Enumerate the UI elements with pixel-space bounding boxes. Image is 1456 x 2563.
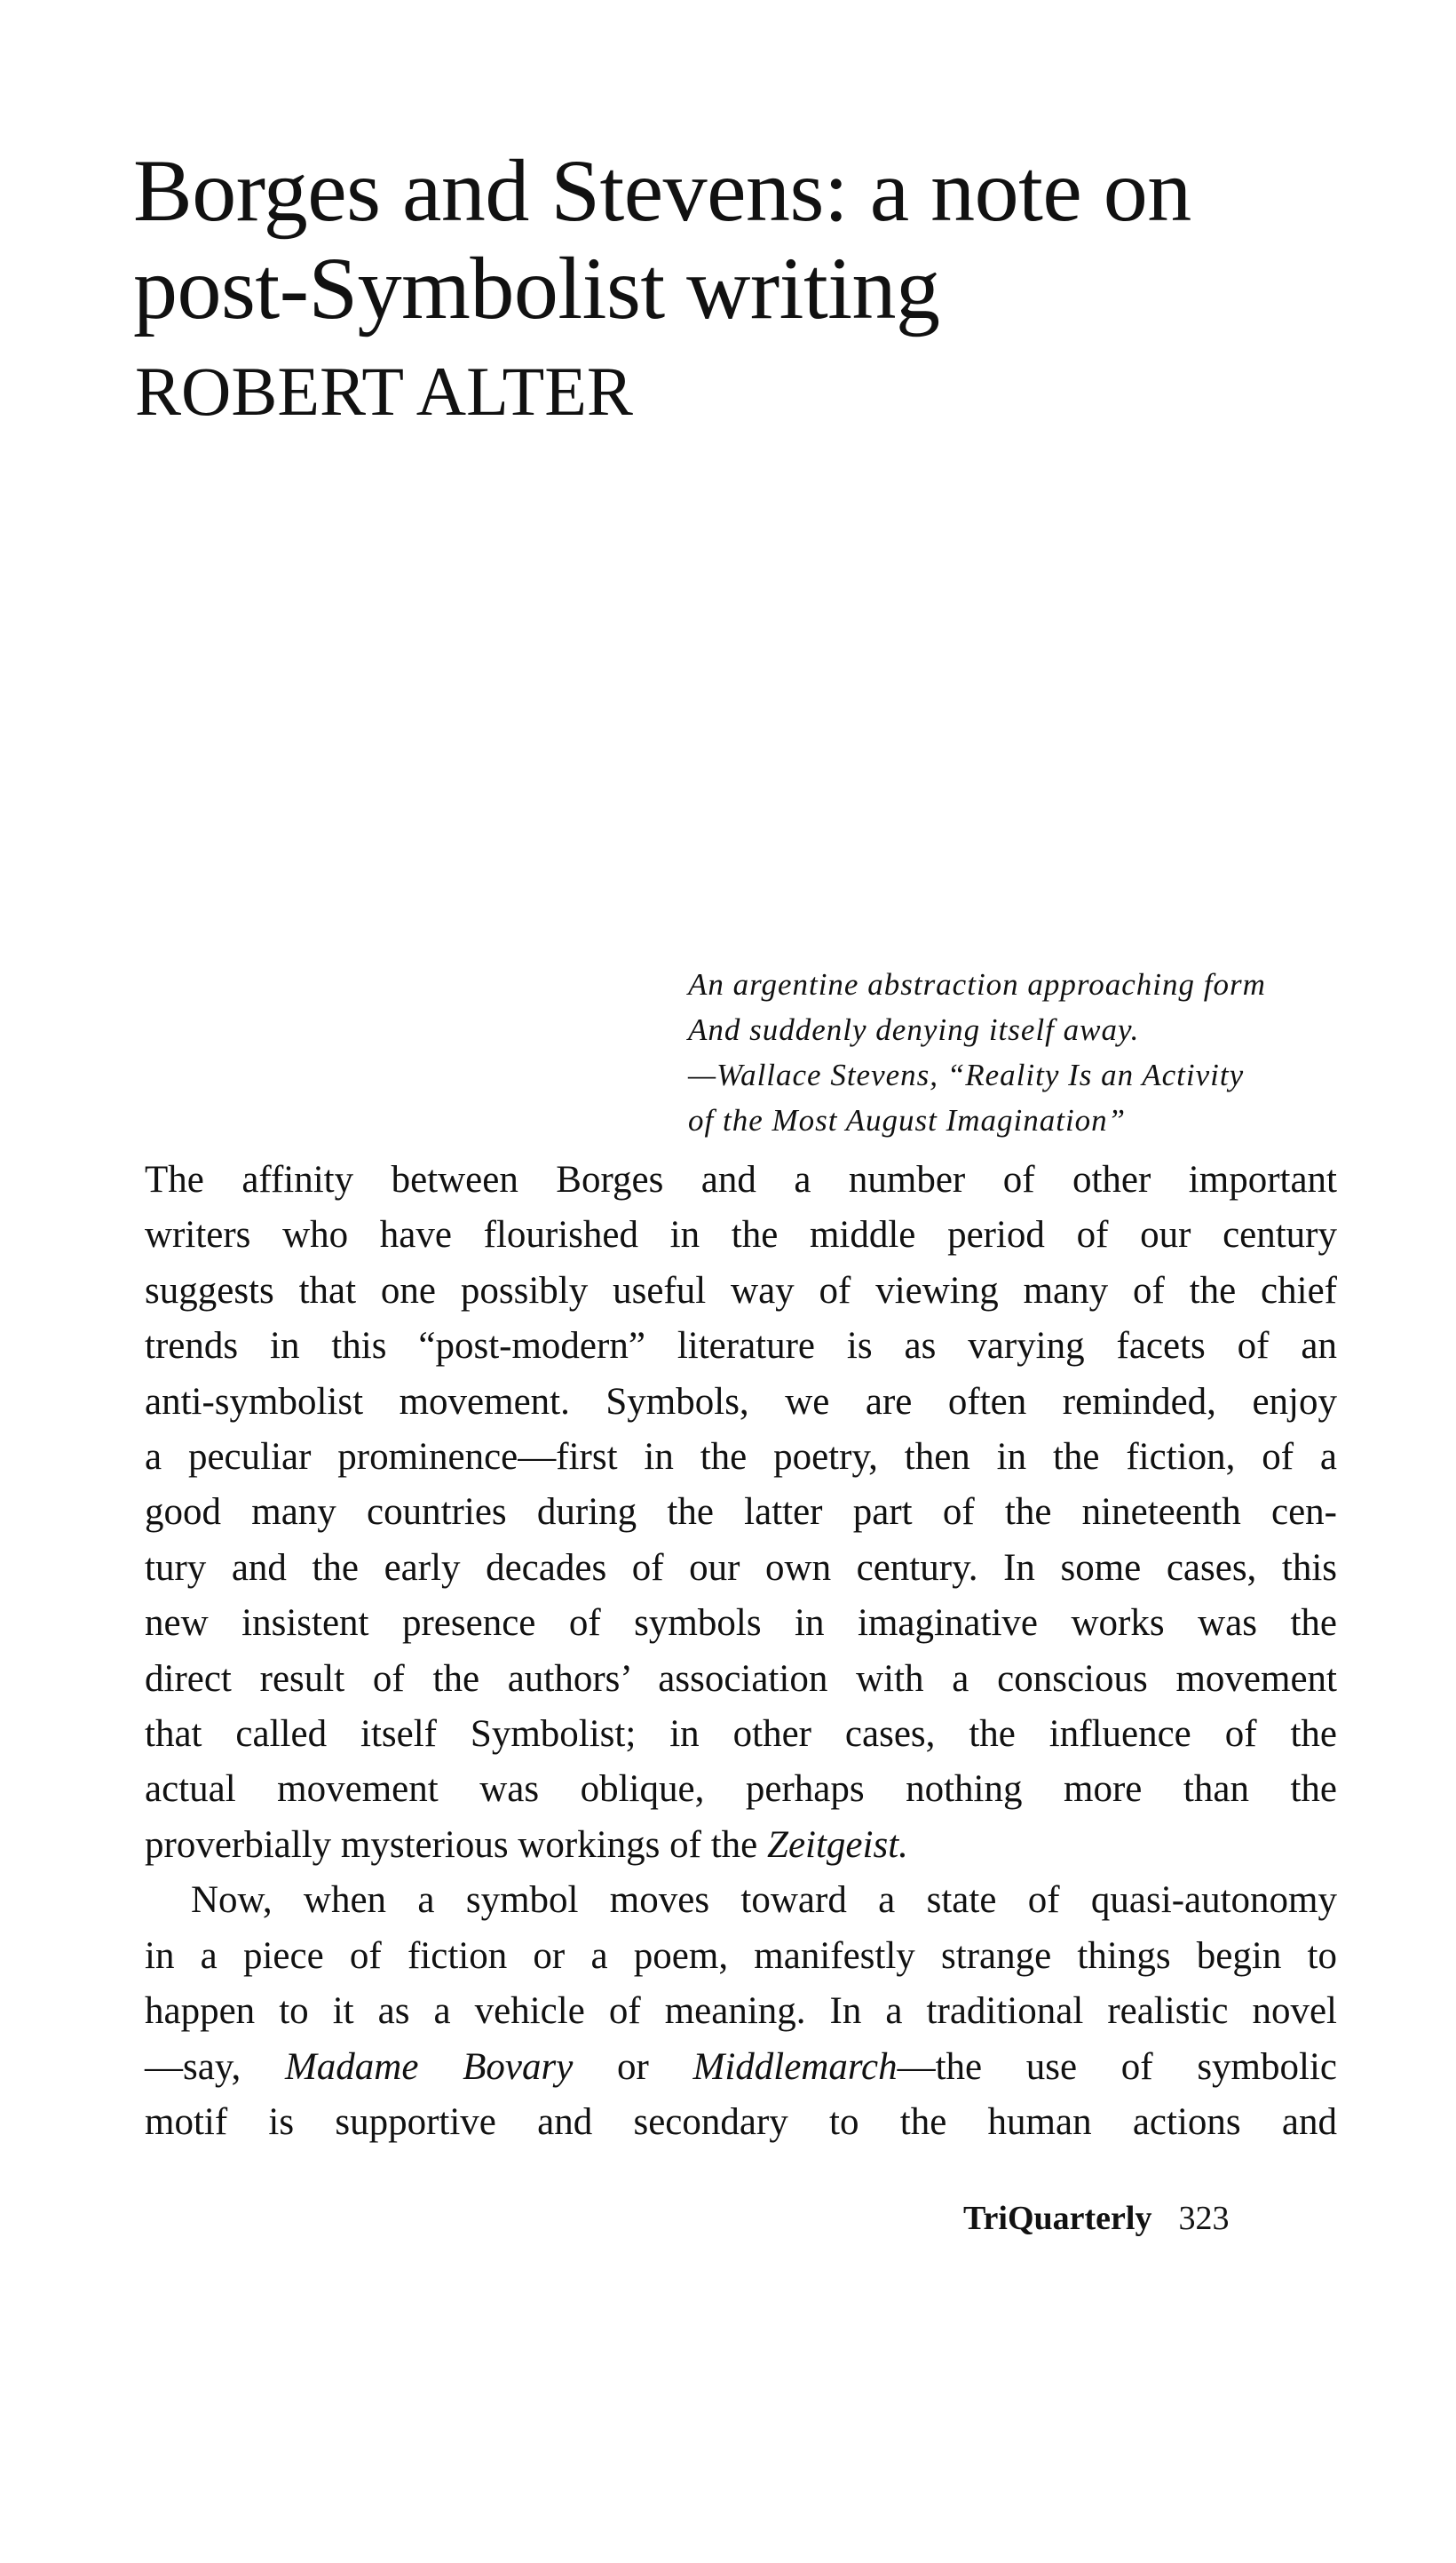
body-text-run: —say, [145,2045,285,2088]
article-title [133,142,1394,337]
body-line: a peculiar prominence—first in the poetry, then in the fiction, of a [145,1436,1337,1479]
body-line: in a piece of fiction or a poem, manifestly strange things begin to [145,1934,1337,1977]
epigraph-line-4: of the Most August Imagination” [688,1103,1127,1138]
emphasis-zeitgeist: Zeitgeist [767,1823,899,1866]
epigraph [688,962,1345,1143]
article-body [145,1153,1337,2150]
body-line: tury and the early decades of our own century. In some cases, this [145,1546,1337,1589]
body-line: writers who have flourished in the middle period of our century [145,1214,1337,1257]
body-line: new insistent presence of symbols in imaginative works was the [145,1602,1337,1645]
paragraph-1 [145,1153,1337,1873]
body-line: actual movement was oblique, perhaps nothing more than the [145,1768,1337,1811]
body-text-run: proverbially mysterious workings of the [145,1823,768,1866]
body-line [145,1818,1337,1873]
body-text-run: —the use of symbolic [897,2045,1337,2088]
title-line-1: Borges and Stevens: a note on [133,141,1191,240]
title-line-2: post-Symbolist writing [133,239,940,337]
body-line: trends in this “post-modern” literature is as varying facets of an [145,1325,1337,1368]
journal-name: TriQuarterly [963,2200,1152,2237]
page-number: 323 [1178,2200,1230,2237]
body-line: motif is supportive and secondary to the human actions and [145,2100,1337,2143]
page-footer [963,2199,1229,2238]
body-line: good many countries during the latter part of the nineteenth cen- [145,1491,1337,1534]
body-line: suggests that one possibly useful way of viewing many of the chief [145,1269,1337,1312]
body-line [145,2040,1337,2095]
paragraph-2 [145,1873,1337,2150]
body-line: direct result of the authors’ association with a conscious movement [145,1657,1337,1700]
epigraph-line-1: An argentine abstraction approaching form [688,967,1266,1002]
title-madame-bovary: Madame Bovary [284,2045,574,2088]
body-line: happen to it as a vehicle of meaning. In a traditional realistic novel [145,1990,1337,2033]
body-line: The affinity between Borges and a number of other important [145,1159,1337,1201]
body-text-run: or [573,2045,693,2088]
body-line: that called itself Symbolist; in other cases, the influence of the [145,1713,1337,1756]
body-line: Now, when a symbol moves toward a state of quasi-autonomy [191,1879,1337,1922]
author-name: ROBERT ALTER [135,353,633,430]
body-text-run: . [898,1823,908,1866]
title-middlemarch: Middlemarch [692,2045,898,2088]
body-line: anti-symbolist movement. Symbols, we are often reminded, enjoy [145,1380,1337,1423]
epigraph-line-2: And suddenly denying itself away. [688,1012,1140,1047]
epigraph-line-3: —Wallace Stevens, “Reality Is an Activity [688,1058,1245,1092]
